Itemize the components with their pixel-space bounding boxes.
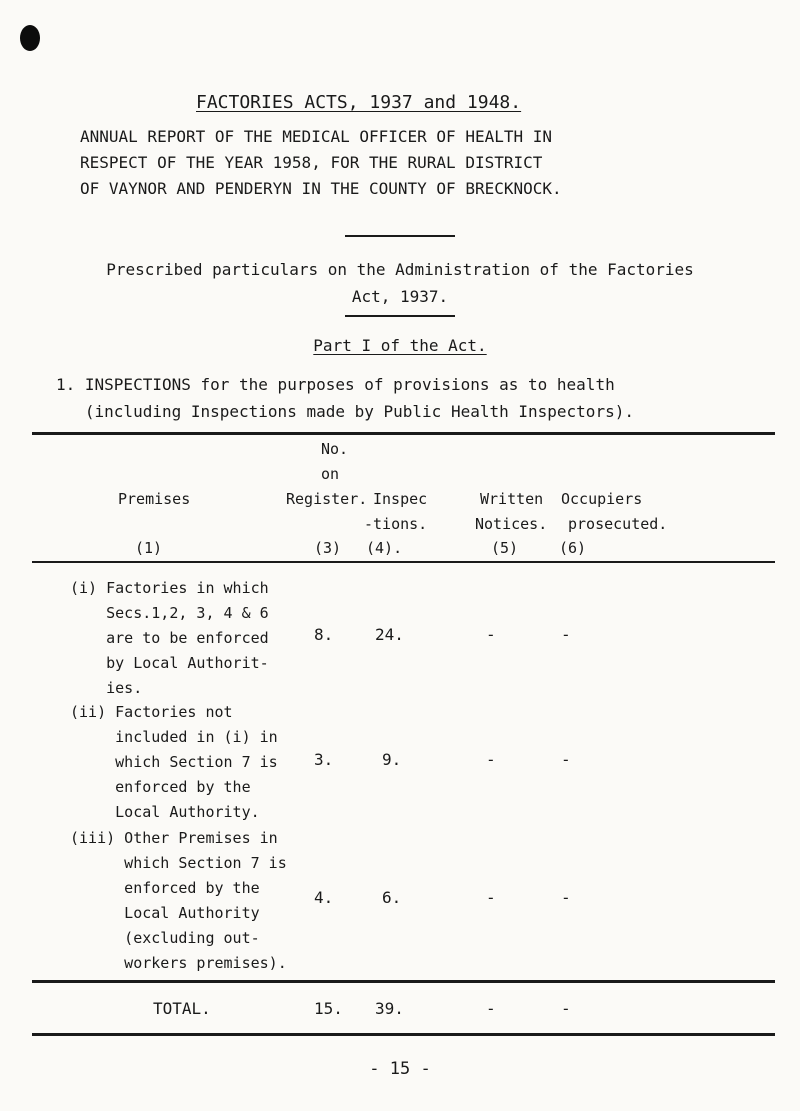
prescribed-line: Prescribed particulars on the Administration of the Factories bbox=[106, 260, 694, 279]
cell-prosecuted: - bbox=[561, 750, 571, 769]
cell-notices: - bbox=[486, 625, 496, 644]
row-label-line: workers premises). bbox=[70, 954, 287, 972]
row-label-line: by Local Authorit- bbox=[70, 654, 269, 672]
header-col-6: (6) bbox=[559, 539, 587, 557]
table-row-label bbox=[70, 826, 287, 976]
row-label-line: Secs.1,2, 3, 4 & 6 bbox=[70, 604, 269, 622]
row-label-line: (ii) Factories not bbox=[70, 703, 233, 721]
header-col-5: (5) bbox=[491, 539, 519, 557]
row-label-line: Local Authority bbox=[70, 904, 260, 922]
row-label-line: (excluding out- bbox=[70, 929, 260, 947]
prescribed-particulars bbox=[60, 256, 740, 310]
row-label-line: enforced by the bbox=[70, 879, 260, 897]
header-register-l2: on bbox=[321, 465, 340, 483]
row-label-line: (i) Factories in which bbox=[70, 579, 269, 597]
row-label-line: which Section 7 is bbox=[70, 854, 287, 872]
intro-line: OF VAYNOR AND PENDERYN IN THE COUNTY OF BRECKNOCK. bbox=[80, 179, 562, 198]
total-prosecuted: - bbox=[561, 999, 571, 1018]
row-label-line: included in (i) in bbox=[70, 728, 278, 746]
cell-register: 4. bbox=[314, 888, 334, 907]
row-label-line: Local Authority. bbox=[70, 803, 260, 821]
cell-notices: - bbox=[486, 888, 496, 907]
header-register-l1: No. bbox=[321, 440, 349, 458]
header-notices-l2: Notices. bbox=[475, 515, 548, 533]
header-bottom-rule bbox=[32, 561, 775, 563]
cell-register: 8. bbox=[314, 625, 334, 644]
total-inspections: 39. bbox=[375, 999, 404, 1018]
section-line: 1. INSPECTIONS for the purposes of provisions as to health bbox=[56, 375, 615, 394]
cell-inspections: 6. bbox=[382, 888, 402, 907]
cell-register: 3. bbox=[314, 750, 334, 769]
report-intro bbox=[80, 124, 562, 202]
table-bottom-rule bbox=[32, 1033, 775, 1036]
punch-hole-mark bbox=[20, 25, 40, 51]
cell-prosecuted: - bbox=[561, 888, 571, 907]
short-divider bbox=[345, 315, 455, 317]
header-register-l3: Register. bbox=[286, 490, 368, 508]
total-label: TOTAL. bbox=[153, 999, 211, 1018]
header-inspections-l1: Inspec bbox=[373, 490, 428, 508]
prescribed-line: Act, 1937. bbox=[351, 287, 449, 306]
cell-inspections: 9. bbox=[382, 750, 402, 769]
header-col-1: (1) bbox=[135, 539, 163, 557]
total-register: 15. bbox=[314, 999, 343, 1018]
table-top-rule bbox=[32, 432, 775, 435]
header-inspections-l2: -tions. bbox=[364, 515, 428, 533]
header-premises: Premises bbox=[118, 490, 191, 508]
cell-prosecuted: - bbox=[561, 625, 571, 644]
section-line: (including Inspections made by Public Health Inspectors). bbox=[56, 402, 634, 421]
page-number: - 15 - bbox=[369, 1059, 431, 1079]
part-heading-text: Part I of the Act. bbox=[313, 336, 487, 355]
cell-notices: - bbox=[486, 750, 496, 769]
intro-line: ANNUAL REPORT OF THE MEDICAL OFFICER OF HEALTH IN bbox=[80, 127, 553, 146]
header-notices-l1: Written bbox=[480, 490, 544, 508]
header-prosecuted-l2: prosecuted. bbox=[568, 515, 668, 533]
header-col-4: (4). bbox=[366, 539, 403, 557]
header-prosecuted-l1: Occupiers bbox=[561, 490, 643, 508]
row-label-line: ies. bbox=[70, 679, 143, 697]
intro-line: RESPECT OF THE YEAR 1958, FOR THE RURAL DISTRICT bbox=[80, 153, 543, 172]
row-label-line: enforced by the bbox=[70, 778, 251, 796]
table-row-label bbox=[70, 576, 269, 701]
row-label-line: are to be enforced bbox=[70, 629, 269, 647]
part-heading bbox=[0, 336, 800, 355]
row-label-line: which Section 7 is bbox=[70, 753, 278, 771]
total-notices: - bbox=[486, 999, 496, 1018]
cell-inspections: 24. bbox=[375, 625, 404, 644]
section-heading bbox=[56, 371, 634, 425]
row-label-line: (iii) Other Premises in bbox=[70, 829, 278, 847]
short-divider bbox=[345, 235, 455, 237]
header-col-3: (3) bbox=[314, 539, 342, 557]
table-row-label bbox=[70, 700, 278, 825]
document-title: FACTORIES ACTS, 1937 and 1948. bbox=[196, 92, 522, 113]
total-top-rule bbox=[32, 980, 775, 983]
